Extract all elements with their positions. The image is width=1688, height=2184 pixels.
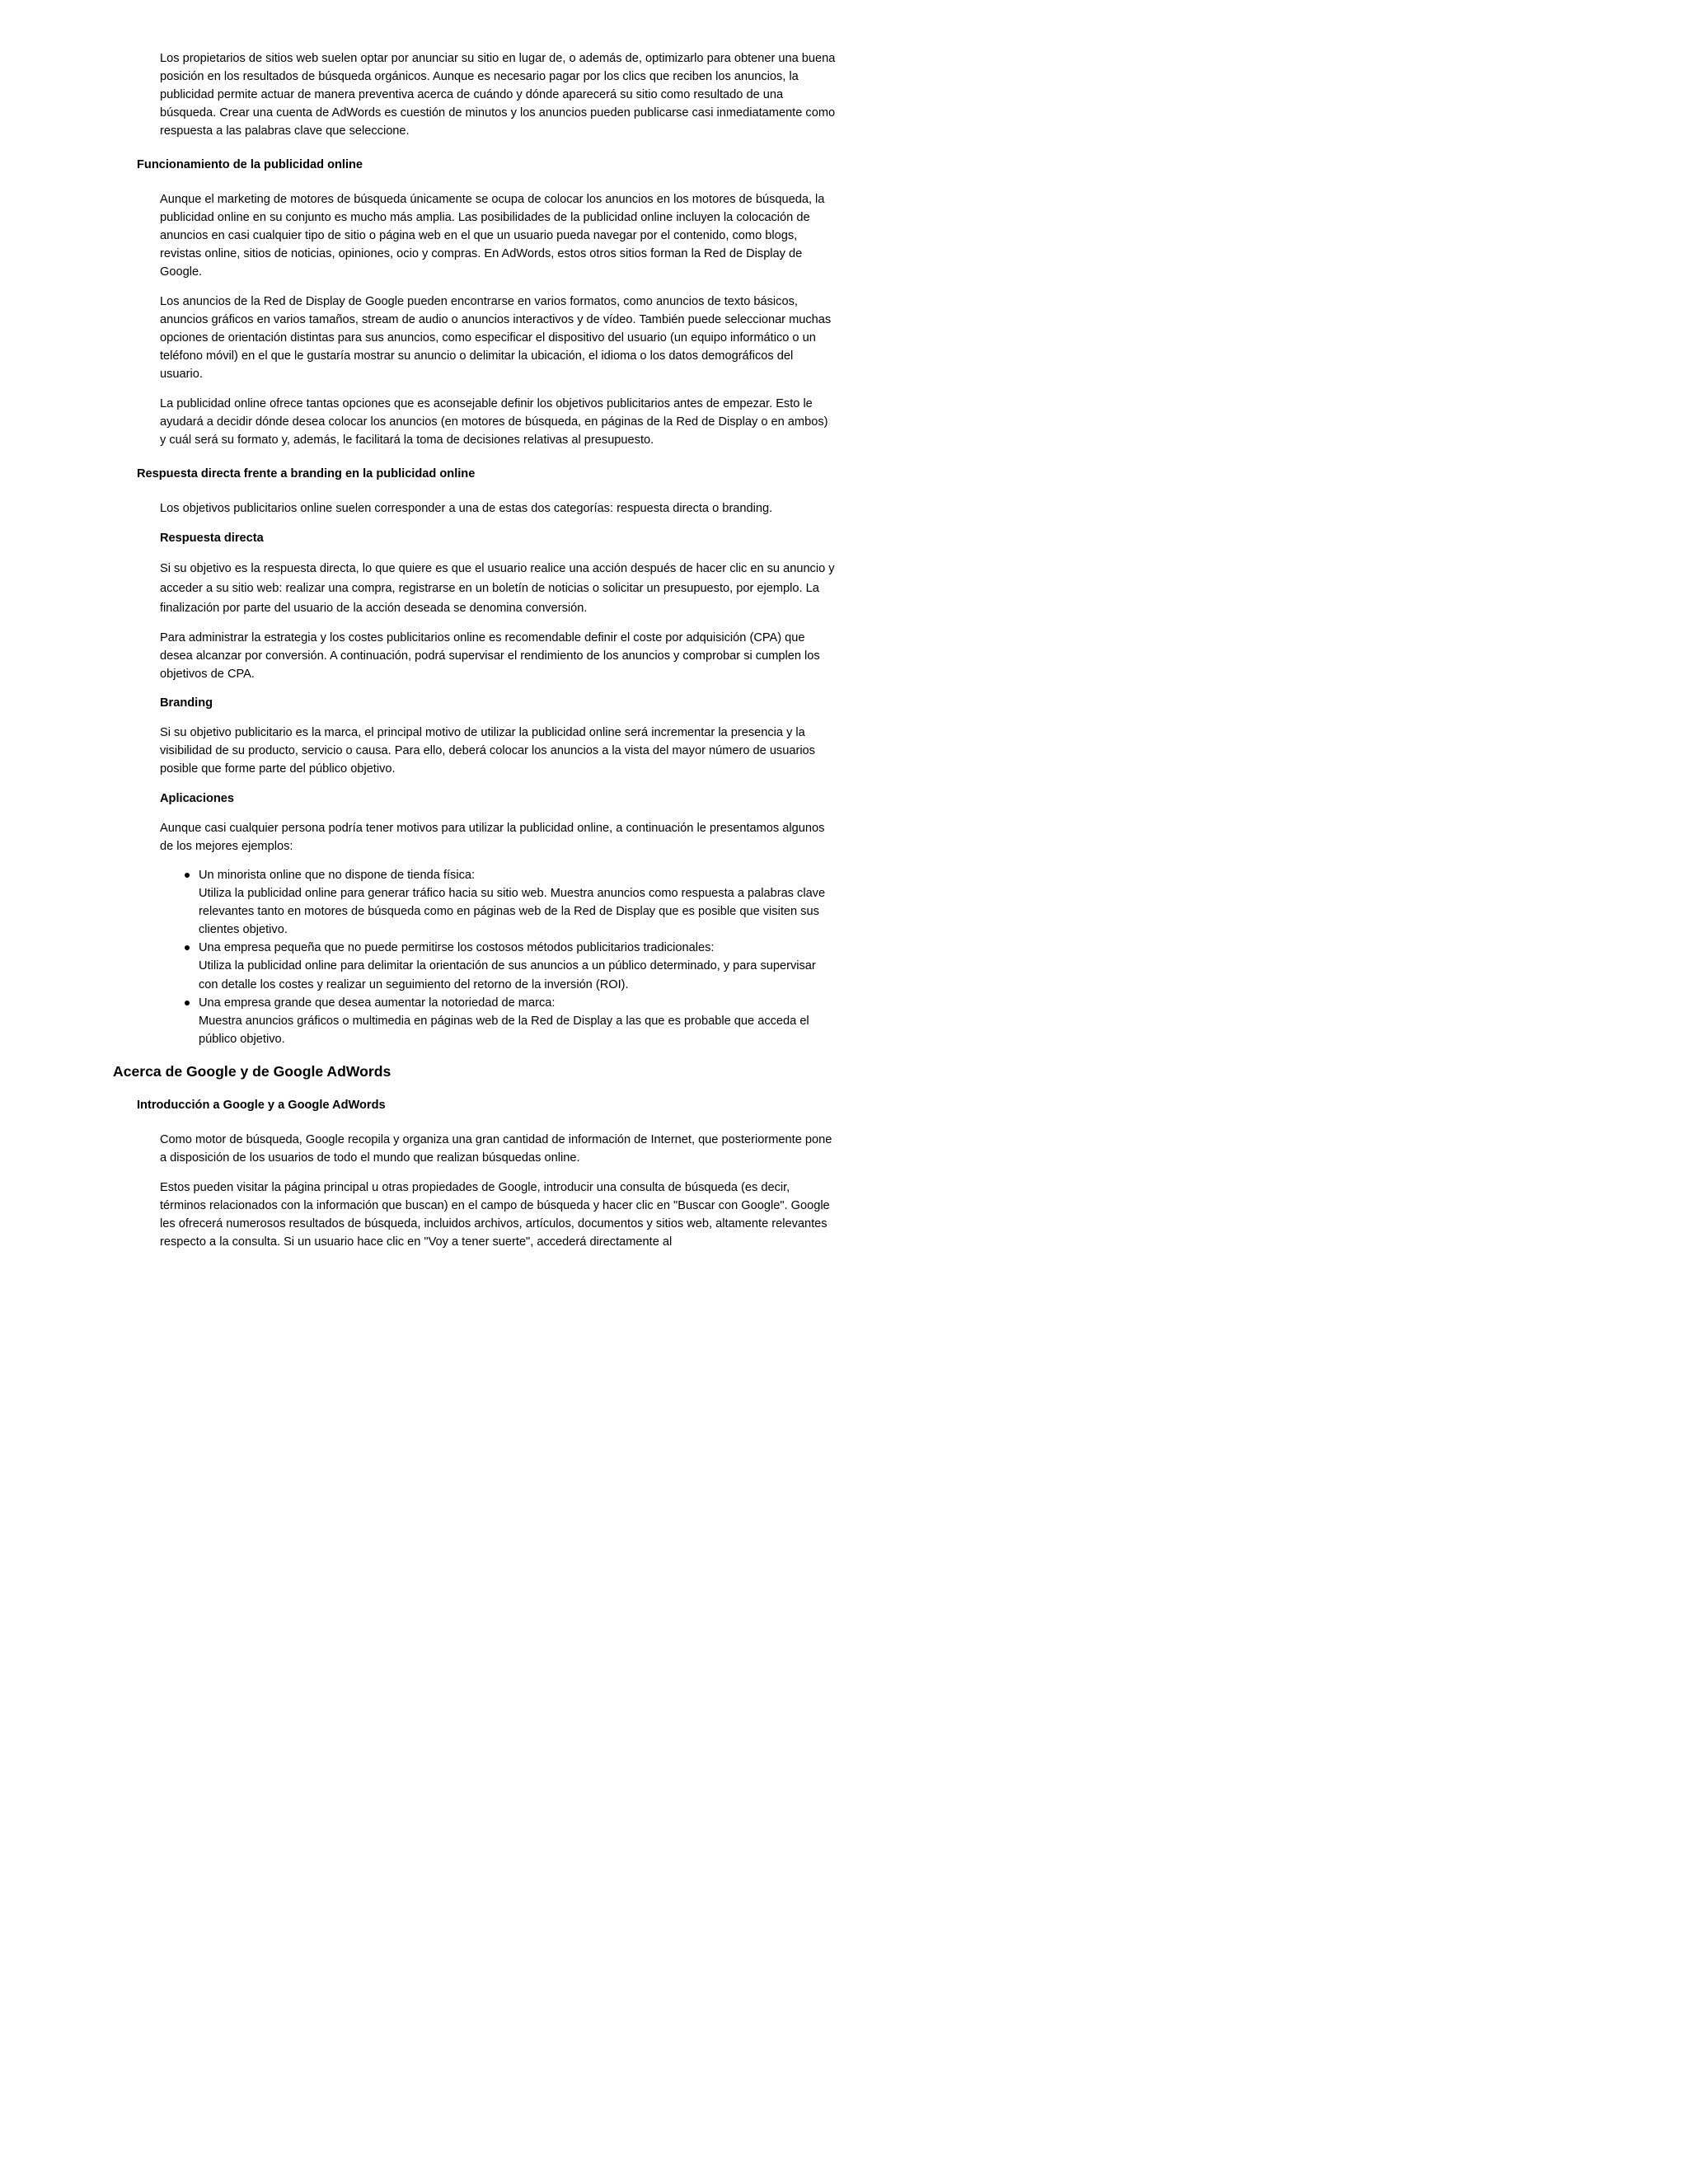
heading-direct-response: Respuesta directa [160,532,264,545]
paragraph-applications-intro: Aunque casi cualquier persona podría tener motivos para utilizar la publicidad online, a continuación le presentamos algunos de los mejores ejemplos: [160,822,825,854]
paragraph-intro-owners: Los propietarios de sitios web suelen optar por anunciar su sitio en lugar de, o además de, optimizarlo para obtener una buena posición en los resultados de búsqueda orgánicos. Aunque es necesario pagar por los clics que reciben los anuncios, la publicidad permite actuar de manera preventiva acerca de cuándo y dónde aparecerá su sitio como resultado de una búsqueda. Crear una cuenta de AdWords es cuestión de minutos y los anuncios pueden publicarse casi inmediatamente como respuesta a las palabras clave que seleccione. [160,52,836,138]
list-item-title: Un minorista online que no dispone de tienda física: [199,869,476,882]
list-item-body: Utiliza la publicidad online para delimitar la orientación de sus anuncios a un público determinado, y para supervisar con detalle los costes y realizar un seguimiento del retorno de la inversión (ROI). [199,959,816,991]
bullet-icon [185,873,190,878]
list-item-body: Muestra anuncios gráficos o multimedia en páginas web de la Red de Display a las que es probable que acceda el público objetivo. [199,1014,809,1046]
paragraph-objectives-intro: Los objetivos publicitarios online suelen corresponder a una de estas dos categorías: respuesta directa o branding. [160,502,773,515]
paragraph-how-works-2: Los anuncios de la Red de Display de Google pueden encontrarse en varios formatos, como anuncios de texto básicos, anuncios gráficos en varios tamaños, stream de audio o anuncios interactivos y de vídeo. También puede seleccionar muchas opciones de orientación distintas para sus anuncios, como especificar el dispositivo del usuario (un equipo informático o un teléfono móvil) en el que le gustaría mostrar su anuncio o delimitar la ubicación, el idioma o los datos demográficos del usuario. [160,295,832,382]
paragraph-direct-2: Para administrar la estrategia y los costes publicitarios online es recomendable definir el coste por adquisición (CPA) que desea alcanzar por conversión. A continuación, podrá supervisar el rendimiento de los anuncios y comprobar si cumplen los objetivos de CPA. [160,631,820,682]
paragraph-branding-1: Si su objetivo publicitario es la marca, el principal motivo de utilizar la publicidad online será incrementar la presencia y la visibilidad de su producto, servicio o causa. Para ello, deberá colocar los anuncios a la vista del mayor número de usuarios posible que forme parte del público objetivo. [160,726,815,776]
paragraph-how-works-3: La publicidad online ofrece tantas opciones que es aconsejable definir los objetivos publicitarios antes de empezar. Esto le ayudará a decidir dónde desea colocar los anuncios (en motores de búsqueda, en páginas de la Red de Display o en ambos) y cuál será su formato y, además, le facilitará la toma de decisiones relativas al presupuesto. [160,397,828,448]
bullet-icon [185,945,190,950]
heading-about-google: Acerca de Google y de Google AdWords [113,1063,392,1080]
heading-branding: Branding [160,696,213,710]
list-item [160,939,836,993]
heading-intro-google: Introducción a Google y a Google AdWords [137,1099,386,1112]
paragraph-how-works-1: Aunque el marketing de motores de búsqueda únicamente se ocupa de colocar los anuncios en los motores de búsqueda, la publicidad online en su conjunto es mucho más amplia. Las posibilidades de la publicidad online incluyen la colocación de anuncios en casi cualquier tipo de sitio o página web en el que un usuario pueda navegar por el contenido, como blogs, revistas online, sitios de noticias, opiniones, ocio y compras. En AdWords, estos otros sitios forman la Red de Display de Google. [160,193,825,279]
list-item [160,866,836,939]
heading-direct-vs-branding: Respuesta directa frente a branding en la publicidad online [137,467,476,480]
paragraph-google-intro-1: Como motor de búsqueda, Google recopila y organiza una gran cantidad de información de Internet, que posteriormente pone a disposición de los usuarios de todo el mundo que realizan búsquedas online. [160,1133,832,1165]
examples-list [160,866,836,1048]
heading-how-online-ads-work: Funcionamiento de la publicidad online [137,158,363,171]
list-item-title: Una empresa pequeña que no puede permitirse los costosos métodos publicitarios tradicionales: [199,941,715,955]
list-item [160,994,836,1048]
document-page [0,0,1000,1294]
heading-applications: Aplicaciones [160,792,235,805]
bullet-icon [185,1001,190,1005]
list-item-title: Una empresa grande que desea aumentar la notoriedad de marca: [199,996,556,1010]
paragraph-google-intro-2: Estos pueden visitar la página principal u otras propiedades de Google, introducir una consulta de búsqueda (es decir, términos relacionados con la información que buscan) en el campo de búsqueda y hacer clic en "Buscar con Google". Google les ofrecerá numerosos resultados de búsqueda, incluidos archivos, artículos, documentos y sitios web, altamente relevantes respecto a la consulta. Si un usuario hace clic en "Voy a tener suerte", accederá directamente al [160,1181,830,1249]
paragraph-direct-1: Si su objetivo es la respuesta directa, lo que quiere es que el usuario realice una acción después de hacer clic en su anuncio y acceder a su sitio web: realizar una compra, registrarse en un boletín de noticias o solicitar un presupuesto, por ejemplo. La finalización por parte del usuario de la acción deseada se denomina conversión. [160,562,835,616]
list-item-body: Utiliza la publicidad online para generar tráfico hacia su sitio web. Muestra anuncios como respuesta a palabras clave relevantes tanto en motores de búsqueda como en páginas web de la Red de Display que es posible que visiten sus clientes objetivo. [199,887,826,937]
